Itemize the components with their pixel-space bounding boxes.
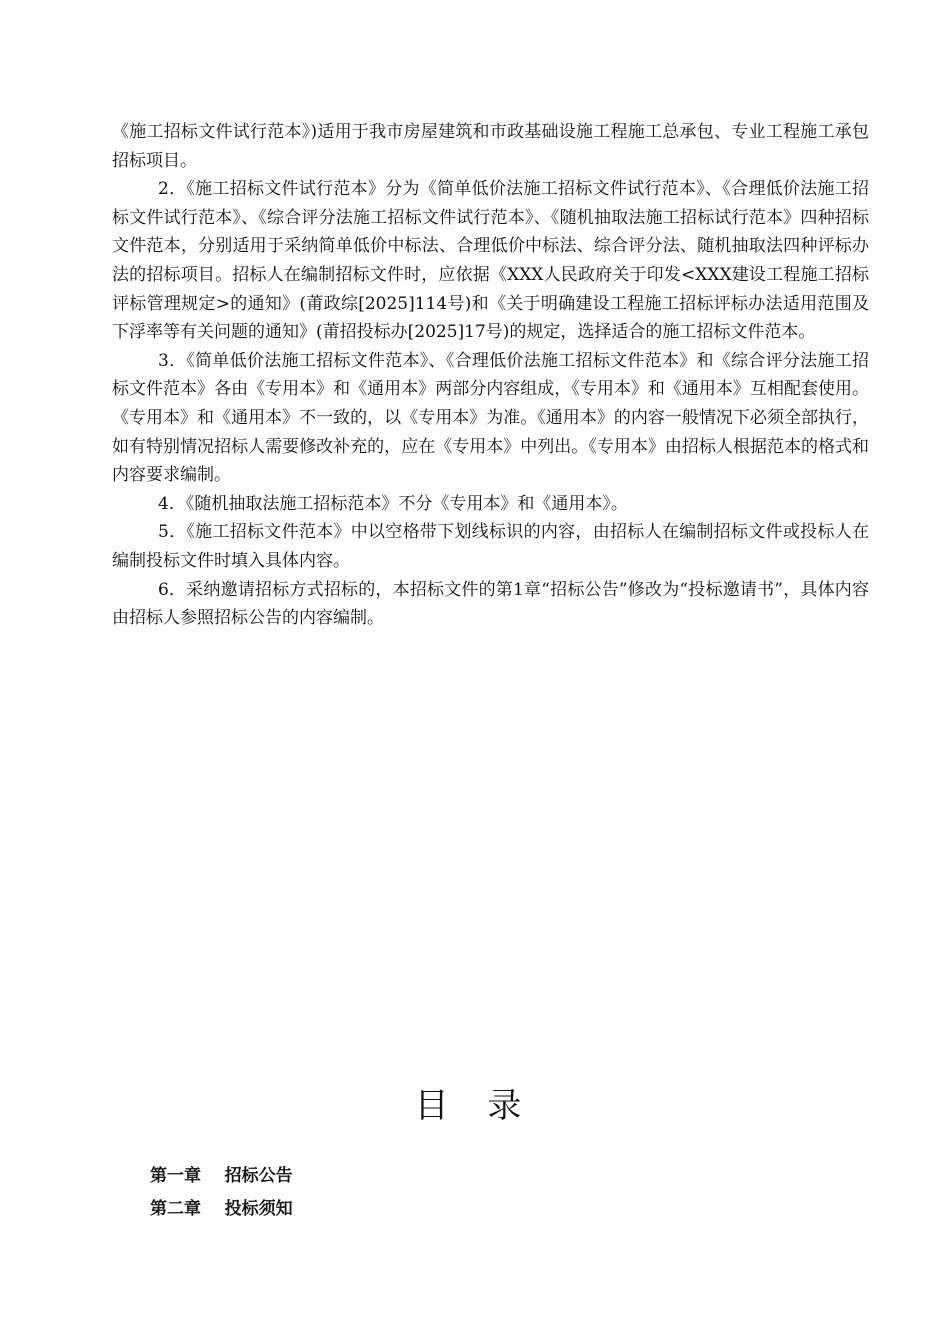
table-of-contents xyxy=(150,1160,293,1226)
paragraph-item-2: 2．《施工招标文件试行范本》分为《简单低价法施工招标文件试行范本》、《合理低价法施工招标文件试行范本》、《综合评分法施工招标文件试行范本》、《随机抽取法施工招标试行范本》四种招标文件范本，分别适用于采纳简单低价中标法、合理低价中标法、综合评分法、随机抽取法四种评标办法的招标项目。招标人在编制招标文件时，应依据《XXX人民政府关于印发<XXX建设工程施工招标评标管理规定>的通知》(莆政综[2025]114号)和《关于明确建设工程施工招标评标办法适用范围及下浮率等有关问题的通知》(莆招投标办[2025]17号)的规定，选择适合的施工招标文件范本。 xyxy=(112,179,869,343)
toc-title: 目 录 xyxy=(414,1086,536,1126)
paragraph-item-4: 4．《随机抽取法施工招标范本》不分《专用本》和《通用本》。 xyxy=(158,493,628,514)
body-text xyxy=(112,118,869,633)
paragraph-item-6: 6．采纳邀请招标方式招标的，本招标文件的第1章“招标公告”修改为“投标邀请书”，具体内容由招标人参照招标公告的内容编制。 xyxy=(112,579,869,629)
toc-item-chapter-1[interactable]: 第一章 招标公告 xyxy=(150,1166,293,1186)
paragraph-scope: 《施工招标文件试行范本》)适用于我市房屋建筑和市政基础设施工程施工总承包、专业工程施工承包招标项目。 xyxy=(112,122,869,171)
paragraph-item-3: 3．《简单低价法施工招标文件范本》、《合理低价法施工招标文件范本》和《综合评分法施工招标文件范本》各由《专用本》和《通用本》两部分内容组成，《专用本》和《通用本》互相配套使用。《专用本》和《通用本》不一致的，以《专用本》为准。《通用本》的内容一般情况下必须全部执行，如有特别情况招标人需要修改补充的，应在《专用本》中列出。《专用本》由招标人根据范本的格式和内容要求编制。 xyxy=(112,350,869,486)
toc-item-chapter-2[interactable]: 第二章 投标须知 xyxy=(150,1199,293,1219)
paragraph-item-5: 5．《施工招标文件范本》中以空格带下划线标识的内容，由招标人在编制招标文件或投标人在编制投标文件时填入具体内容。 xyxy=(112,522,869,571)
